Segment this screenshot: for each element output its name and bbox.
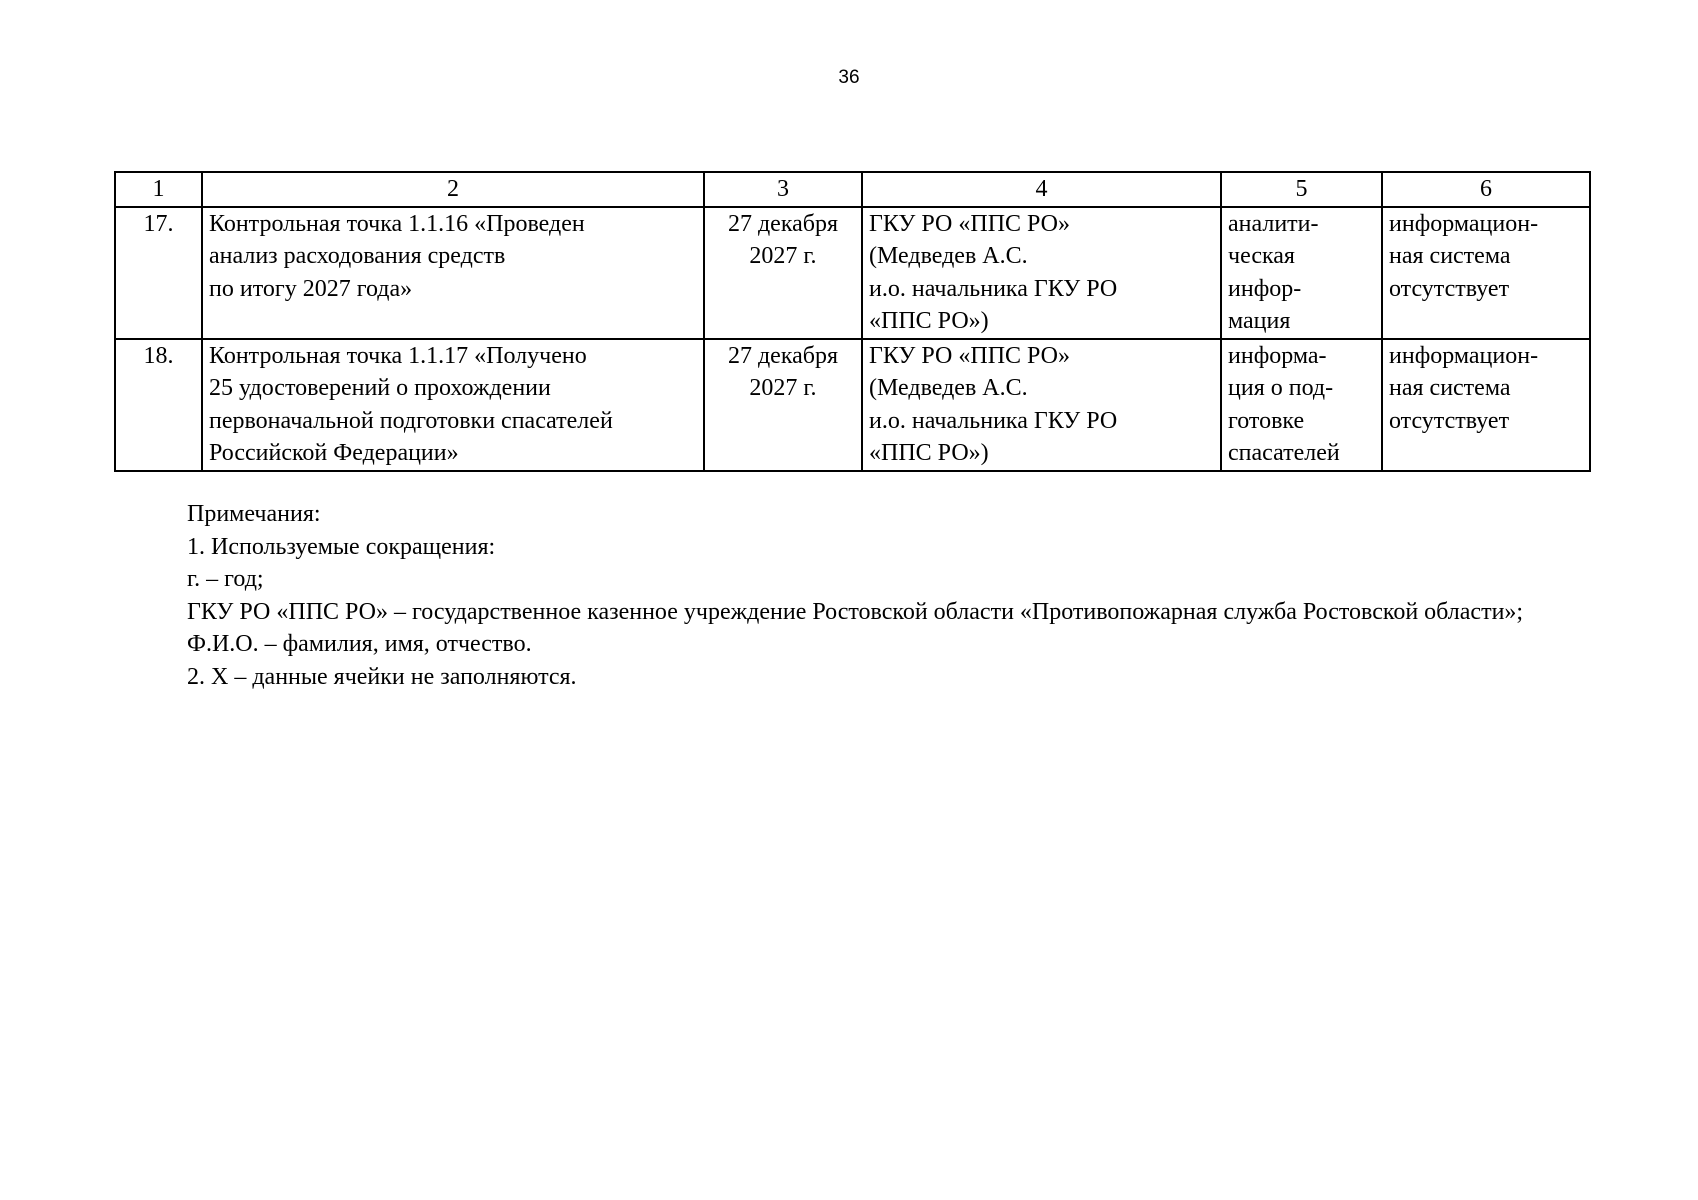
notes-title: Примечания: xyxy=(187,501,321,527)
table-header-cell: 6 xyxy=(1382,172,1590,207)
table-header-row xyxy=(115,172,1590,207)
control-point-cell xyxy=(202,207,704,339)
cell-text-line: информацион- xyxy=(1389,210,1539,237)
cell-text-line: «ППС РО») xyxy=(869,440,989,466)
cell-text-line: ная система xyxy=(1389,243,1511,269)
notes-abbreviation: г. – год; xyxy=(187,566,264,592)
cell-text-line: отсутствует xyxy=(1389,275,1510,302)
cell-text-line: и.о. начальника ГКУ РО xyxy=(869,407,1118,434)
cell-text-line: первоначальной подготовки спасателей xyxy=(209,407,613,434)
page-number: 36 xyxy=(838,67,860,88)
cell-text-line: и.о. начальника ГКУ РО xyxy=(869,275,1118,302)
cell-text-line: (Медведев А.С. xyxy=(869,243,1028,269)
row-number-cell: 17. xyxy=(115,207,202,339)
table-row xyxy=(115,339,1590,471)
table-header-cell: 4 xyxy=(862,172,1221,207)
cell-text-line: инфор- xyxy=(1228,275,1302,302)
cell-text-line: «ППС РО») xyxy=(869,308,989,334)
notes-abbreviation: Ф.И.О. – фамилия, имя, отчество. xyxy=(187,631,532,657)
date-cell xyxy=(704,339,862,471)
cell-text-line: 2027 г. xyxy=(749,243,817,269)
cell-text-line: Российской Федерации» xyxy=(209,440,459,466)
info-system-cell xyxy=(1382,207,1590,339)
cell-text-line: готовке xyxy=(1228,407,1305,434)
cell-text-line: ГКУ РО «ППС РО» xyxy=(869,342,1071,369)
notes-section xyxy=(114,498,1589,693)
cell-text-line: аналити- xyxy=(1228,210,1319,237)
row-number-cell: 18. xyxy=(115,339,202,471)
cell-text-line: 25 удостоверений о прохождении xyxy=(209,375,551,401)
notes-item: 1. Используемые сокращения: xyxy=(187,533,496,560)
notes-item: 2. Х – данные ячейки не заполняются. xyxy=(187,663,577,690)
table-header-cell: 5 xyxy=(1221,172,1382,207)
cell-text-line: отсутствует xyxy=(1389,407,1510,434)
cell-text-line: Контрольная точка 1.1.17 «Получено xyxy=(209,342,587,369)
table-row xyxy=(115,207,1590,339)
cell-text-line: информа- xyxy=(1228,342,1327,369)
cell-text-line: спасателей xyxy=(1228,440,1340,466)
document-type-cell xyxy=(1221,339,1382,471)
cell-text-line: по итогу 2027 года» xyxy=(209,275,413,302)
table-header-cell: 3 xyxy=(704,172,862,207)
cell-text-line: анализ расходования средств xyxy=(209,243,506,269)
notes-abbreviation: ГКУ РО «ППС РО» – государственное казенное учреждение Ростовской области «Противопожарная служба Ростовской области»; xyxy=(187,598,1524,625)
cell-text-line: ческая xyxy=(1228,243,1295,269)
cell-text-line: 27 декабря xyxy=(727,210,839,237)
cell-text-line: ГКУ РО «ППС РО» xyxy=(869,210,1071,237)
cell-text-line: ция о под- xyxy=(1228,375,1334,401)
responsible-cell xyxy=(862,339,1221,471)
cell-text-line: ная система xyxy=(1389,375,1511,401)
table-header-cell: 1 xyxy=(115,172,202,207)
cell-text-line: 27 декабря xyxy=(727,342,839,369)
responsible-cell xyxy=(862,207,1221,339)
table-header-cell: 2 xyxy=(202,172,704,207)
control-point-cell xyxy=(202,339,704,471)
document-type-cell xyxy=(1221,207,1382,339)
control-points-table xyxy=(114,171,1591,472)
cell-text-line: (Медведев А.С. xyxy=(869,375,1028,401)
date-cell xyxy=(704,207,862,339)
cell-text-line: мация xyxy=(1228,308,1291,334)
info-system-cell xyxy=(1382,339,1590,471)
cell-text-line: Контрольная точка 1.1.16 «Проведен xyxy=(209,210,585,237)
cell-text-line: 2027 г. xyxy=(749,375,817,401)
cell-text-line: информацион- xyxy=(1389,342,1539,369)
